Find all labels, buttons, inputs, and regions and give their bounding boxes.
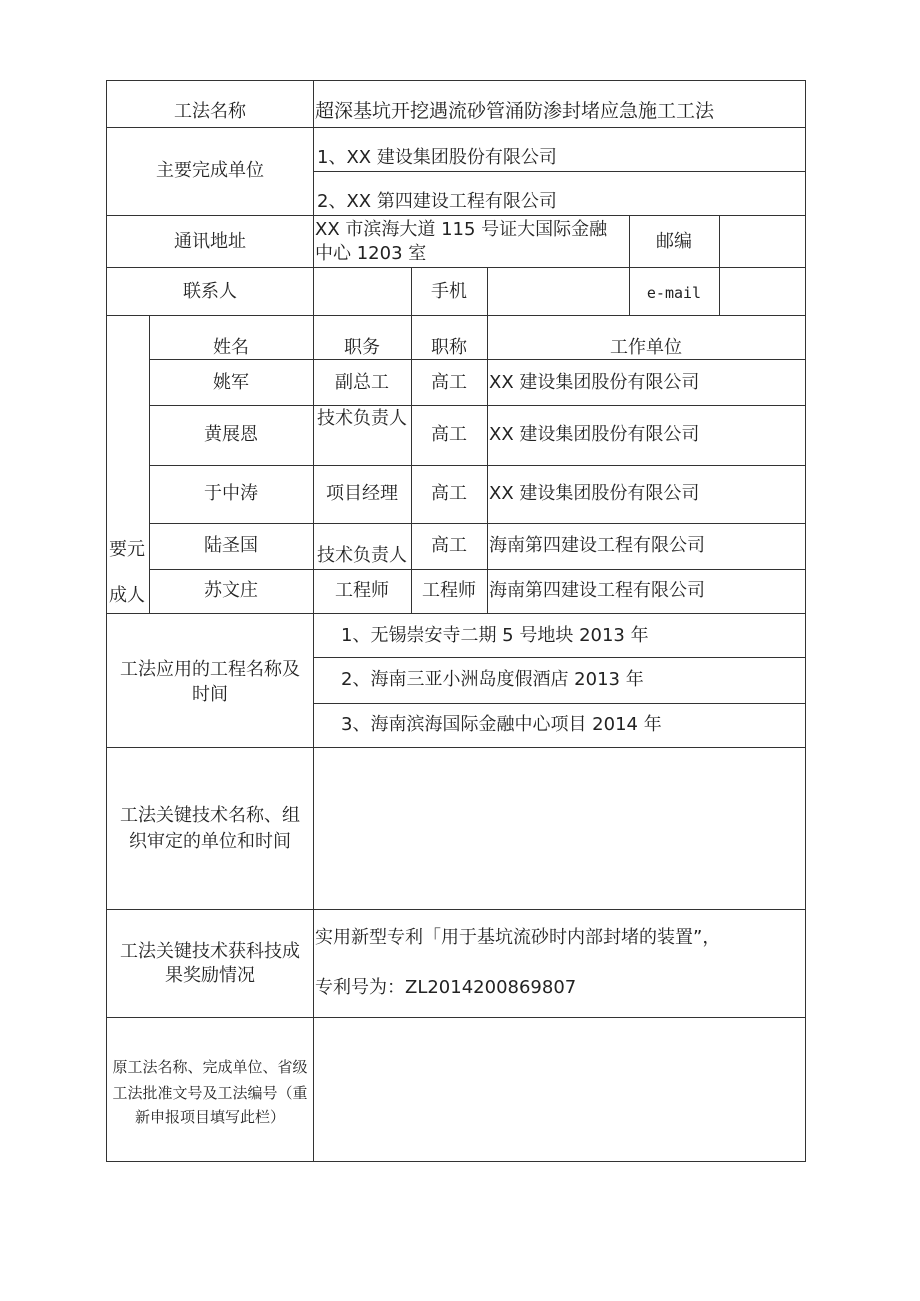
- col-divider: [313, 613, 314, 1161]
- row-divider: [107, 909, 805, 910]
- applications-label-2: 时间: [192, 684, 228, 705]
- phone-label: 手机: [431, 281, 467, 302]
- header-title: 职称: [431, 337, 467, 358]
- member-title: 高工: [431, 535, 467, 556]
- application-item: 1、无锡崇安寺二期 5 号地块 2013 年: [341, 625, 649, 646]
- member-name: 姚军: [213, 372, 249, 393]
- key-tech-label-2: 织审定的单位和时间: [129, 831, 291, 852]
- row-divider: [107, 613, 805, 614]
- member-name: 陆圣国: [204, 535, 258, 556]
- row-divider: [107, 1017, 805, 1018]
- row-divider: [313, 171, 805, 172]
- award-label-1: 工法关键技术获科技成: [120, 941, 300, 962]
- member-unit: XX 建设集团股份有限公司: [489, 483, 700, 504]
- application-item: 3、海南滨海国际金融中心项目 2014 年: [341, 714, 662, 735]
- member-unit: XX 建设集团股份有限公司: [489, 372, 700, 393]
- members-label-a: 要元: [109, 539, 145, 560]
- units-label: 主要完成单位: [156, 160, 264, 181]
- col-divider: [411, 315, 412, 613]
- member-title: 工程师: [422, 580, 476, 601]
- member-name: 于中涛: [204, 483, 258, 504]
- header-position: 职务: [344, 337, 380, 358]
- method-name-value: 超深基坑开挖遇流砂管涌防渗封堵应急施工工法: [315, 100, 715, 122]
- member-title: 高工: [431, 372, 467, 393]
- member-position: 副总工: [335, 372, 389, 393]
- header-unit: 工作单位: [610, 337, 682, 358]
- member-position: 工程师: [335, 580, 389, 601]
- member-unit: 海南第四建设工程有限公司: [489, 580, 705, 601]
- award-line-2: 专利号为：ZL2014200869807: [315, 977, 577, 998]
- member-position: 项目经理: [326, 483, 398, 504]
- member-position: 技术负责人: [317, 545, 407, 566]
- row-divider: [107, 267, 805, 268]
- row-divider: [313, 703, 805, 704]
- row-divider: [149, 359, 805, 360]
- member-unit: 海南第四建设工程有限公司: [489, 535, 705, 556]
- award-label-2: 果奖励情况: [165, 965, 255, 986]
- row-divider: [149, 523, 805, 524]
- row-divider: [107, 315, 805, 316]
- members-label-b: 成人: [109, 585, 145, 606]
- row-divider: [313, 657, 805, 658]
- col-divider: [149, 315, 150, 613]
- email-label: e-mail: [646, 284, 702, 302]
- row-divider: [107, 215, 805, 216]
- original-label-1: 原工法名称、完成单位、省级: [112, 1058, 308, 1076]
- member-position: 技术负责人: [317, 408, 407, 429]
- address-value-line1: XX 市滨海大道 115 号证大国际金融: [315, 219, 608, 240]
- row-divider: [149, 405, 805, 406]
- col-divider: [487, 315, 488, 613]
- member-unit: XX 建设集团股份有限公司: [489, 424, 700, 445]
- unit-2: 2、XX 第四建设工程有限公司: [317, 191, 557, 212]
- applications-label-1: 工法应用的工程名称及: [120, 659, 300, 680]
- address-label: 通讯地址: [174, 231, 246, 252]
- col-divider: [719, 215, 720, 315]
- row-divider: [149, 569, 805, 570]
- member-title: 高工: [431, 424, 467, 445]
- row-divider: [149, 465, 805, 466]
- member-title: 高工: [431, 483, 467, 504]
- postcode-label: 邮编: [656, 231, 692, 252]
- method-name-label: 工法名称: [174, 101, 246, 122]
- col-divider: [313, 81, 314, 315]
- member-name: 黄展恩: [204, 424, 258, 445]
- award-line-1: 实用新型专利「用于基坑流砂时内部封堵的装置”，: [315, 927, 721, 948]
- original-label-2: 工法批准文号及工法编号（重: [112, 1084, 308, 1102]
- original-label-3: 新申报项目填写此栏）: [134, 1108, 285, 1126]
- member-name: 苏文庄: [204, 580, 258, 601]
- address-value-line2: 中心 1203 室: [315, 243, 427, 264]
- unit-1: 1、XX 建设集团股份有限公司: [317, 147, 557, 168]
- row-divider: [107, 127, 805, 128]
- header-name: 姓名: [213, 337, 249, 358]
- row-divider: [107, 747, 805, 748]
- col-divider: [313, 315, 314, 613]
- contact-label: 联系人: [183, 281, 237, 302]
- col-divider: [487, 267, 488, 315]
- application-form: [106, 80, 806, 1162]
- key-tech-label-1: 工法关键技术名称、组: [120, 805, 300, 826]
- application-item: 2、海南三亚小洲岛度假酒店 2013 年: [341, 669, 644, 690]
